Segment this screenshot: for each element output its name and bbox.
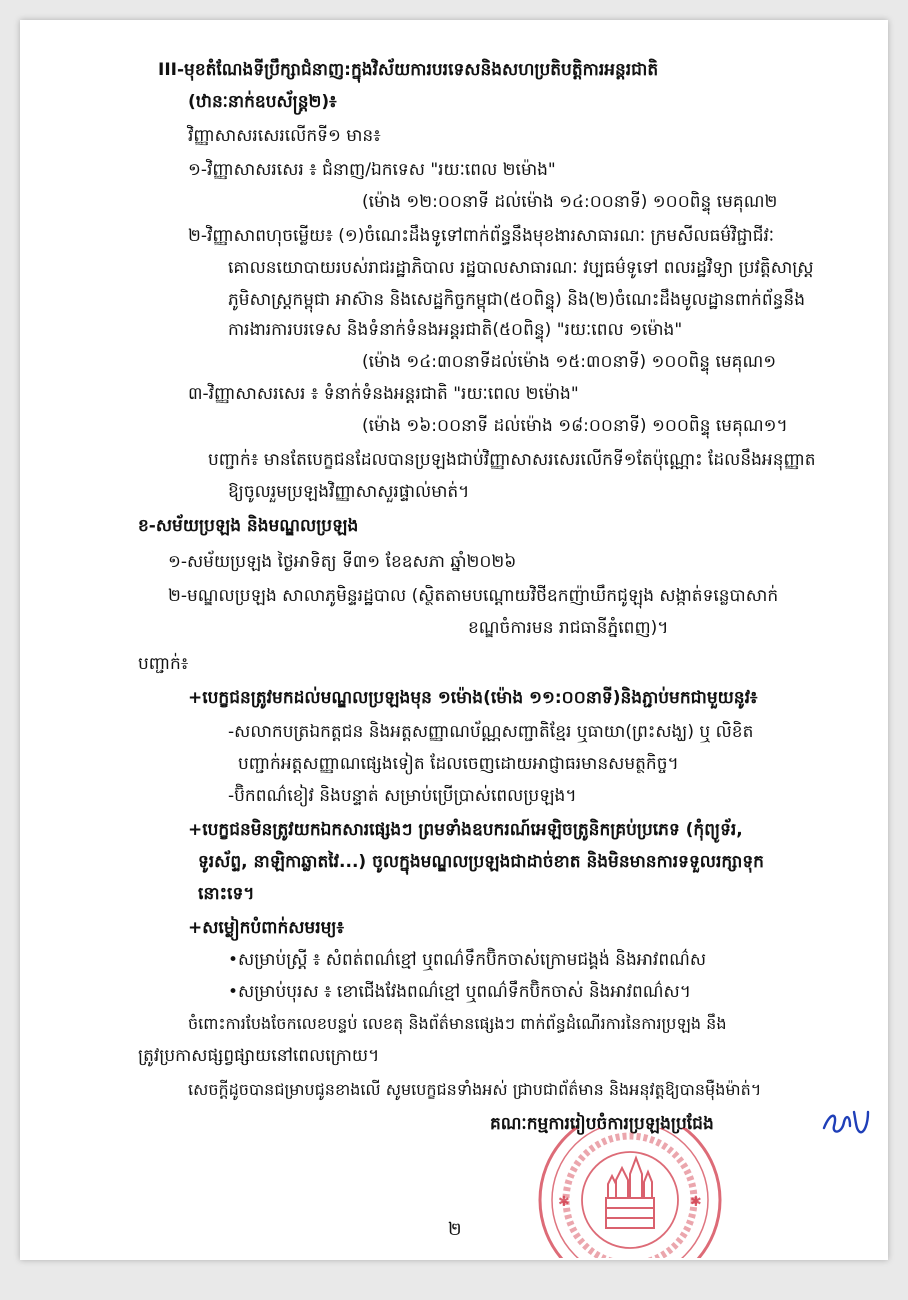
svg-text:✱: ✱ [690,1194,702,1210]
note-pen-ruler: -ប៊ិកពណ៌ខៀវ និងបន្ទាត់ សម្រាប់ប្រើប្រាស់ពេលប្រឡង។ [228,786,577,806]
note-id-documents-line2: បញ្ជាក់អត្តសញ្ញាណផ្សេងទៀត ដែលចេញដោយអាជ្ញាធរមានសមត្ថកិច្ច។ [238,754,679,774]
note-bullet-arrival: +បេក្ខជនត្រូវមកដល់មណ្ឌលប្រឡងមុន ១ម៉ោង(ម៉ោង ១១:០០នាទី)និងភ្ជាប់មកជាមួយនូវ៖ [188,688,758,708]
exam-item-2: ២-វិញ្ញាសាពហុចម្លើយ៖ (១)ចំណេះដឹងទូទៅពាក់ព័ន្ធនឹងមុខងារសាធារណៈ ក្រមសីលធម៌វិជ្ជាជីវៈ [188,226,775,246]
exam-item-1-schedule: (ម៉ោង ១២:០០នាទី ដល់ម៉ោង ១៤:០០នាទី) ១០០ពិន្ទុ មេគុណ២ [362,192,778,212]
announcement-paragraph-line2: ត្រូវប្រកាសផ្សព្វផ្សាយនៅពេលក្រោយ។ [138,1046,380,1066]
section-iii-intro: វិញ្ញាសាសរសេរលើកទី១ មាន៖ [188,126,381,146]
section-iii-note-line2: ឱ្យចូលរួមប្រឡងវិញ្ញាសាសួរផ្ទាល់មាត់។ [228,482,470,502]
seal-icon [530,1128,730,1258]
note-id-documents: -សលាកបត្រឯកត្តជន និងអត្តសញ្ញាណប័ណ្ណសញ្ជាតិខ្មែរ ឬធាយា(ព្រះសង្ឃ) ឬ លិខិត [228,722,754,742]
exam-item-2-line4: ការងារការបរទេស និងទំនាក់ទំនងអន្តរជាតិ(៥០ពិន្ទុ) "រយៈពេល ១ម៉ោង" [228,320,683,340]
section-kha-title: ខ-សម័យប្រឡង និងមណ្ឌលប្រឡង [138,516,359,536]
exam-item-3-schedule: (ម៉ោង ១៦:០០នាទី ដល់ម៉ោង ១៨:០០នាទី) ១០០ពិន្ទុ មេគុណ១។ [362,416,788,436]
exam-item-2-line3: ភូមិសាស្ត្រកម្ពុជា អាស៊ាន និងសេដ្ឋកិច្ចកម្ពុជា(៥០ពិន្ទុ) និង(២)ចំណេះដឹងមូលដ្ឋានពាក់ព័ន្ធនឹង [228,290,805,310]
exam-date: ១-សម័យប្រឡង ថ្ងៃអាទិត្យ ទី៣១ ខែឧសភា ឆ្នាំ២០២៦ [168,552,517,572]
note-bullet-devices: +បេក្ខជនមិនត្រូវយកឯកសារផ្សេងៗ ព្រមទាំងឧបករណ៍អេឡិចត្រូនិកគ្រប់ប្រភេទ (កុំព្យូទ័រ, [188,820,743,840]
document-page [20,20,888,1260]
dress-code-women: •សម្រាប់ស្ត្រី ៖ សំពត់ពណ៌ខ្មៅ ឬពណ៌ទឹកប៊ិកចាស់ក្រោមជង្គង់ និងអាវពណ៌ស [228,950,707,970]
announcement-paragraph: ចំពោះការបែងចែកលេខបន្ទប់ លេខតុ និងព័ត៌មានផ្សេងៗ ពាក់ព័ន្ធដំណើរការនៃការប្រឡង នឹង [188,1014,727,1033]
exam-item-2-schedule: (ម៉ោង ១៤:៣០នាទីដល់ម៉ោង ១៥:៣០នាទី) ១០០ពិន្ទុ មេគុណ១ [362,352,777,372]
handwritten-signature [820,1104,874,1144]
note-bullet-devices-line2: ទូរស័ព្ទ, នាឡិកាឆ្លាតវៃ...) ចូលក្នុងមណ្ឌលប្រឡងជាដាច់ខាត និងមិនមានការទទួលរក្សាទុក [198,852,764,872]
section-iii-subtitle: (ឋានៈនាក់ឧបស័ន្ត្រ២)៖ [188,92,337,112]
section-iii-title: III-មុខតំណែងទីប្រឹក្សាជំនាញ:ក្នុងវិស័យការបរទេសនិងសហប្រតិបត្តិការអន្តរជាតិ [158,60,659,80]
section-iii-note: បញ្ជាក់៖ មានតែបេក្ខជនដែលបានប្រឡងជាប់វិញ្ញាសាសរសេរលើកទី១តែប៉ុណ្ណោះ ដែលនឹងអនុញ្ញាត [208,450,816,470]
exam-center: ២-មណ្ឌលប្រឡង សាលាភូមិន្ទរដ្ឋបាល (ស្ថិតតាមបណ្ដោយវិថីឧកញ៉ាឃឹកជូឡុង សង្កាត់ទន្លេបាសាក់ [168,586,779,606]
note-bullet-dress: +សម្លៀកបំពាក់សមរម្យ៖ [188,918,344,938]
exam-center-line2: ខណ្ឌចំការមន រាជធានីភ្នំពេញ)។ [468,618,669,638]
dress-code-men: •សម្រាប់បុរស ៖ ខោជើងវែងពណ៌ខ្មៅ ឬពណ៌ទឹកប៊ិកចាស់ និងអាវពណ៌ស។ [228,982,691,1002]
svg-text:✱: ✱ [558,1194,570,1210]
committee-signature-line: គណៈកម្មការរៀបចំការប្រឡងប្រជែង [490,1114,714,1134]
official-seal [530,1128,740,1278]
notes-heading: បញ្ជាក់៖ [138,654,189,674]
exam-item-1: ១-វិញ្ញាសាសរសេរ ៖ ជំនាញ/ឯកទេស "រយៈពេល ២ម៉ោង" [188,160,556,180]
closing-paragraph: សេចក្ដីដូចបានជម្រាបជូនខាងលើ សូមបេក្ខជនទាំងអស់ ជ្រាបជាព័ត៌មាន និងអនុវត្តឱ្យបានម៉ឺងម៉ាត់។ [188,1080,762,1099]
page-number: ២ [448,1219,462,1240]
exam-item-3: ៣-វិញ្ញាសាសរសេរ ៖ ទំនាក់ទំនងអន្តរជាតិ "រយៈពេល ២ម៉ោង" [188,384,579,404]
note-bullet-devices-line3: នោះទេ។ [198,884,255,904]
exam-item-2-line2: គោលនយោបាយរបស់រាជរដ្ឋាភិបាល រដ្ឋបាលសាធារណៈ វប្បធម៌ទូទៅ ពលរដ្ឋវិទ្យា ប្រវត្តិសាស្ត្រ [228,258,814,278]
